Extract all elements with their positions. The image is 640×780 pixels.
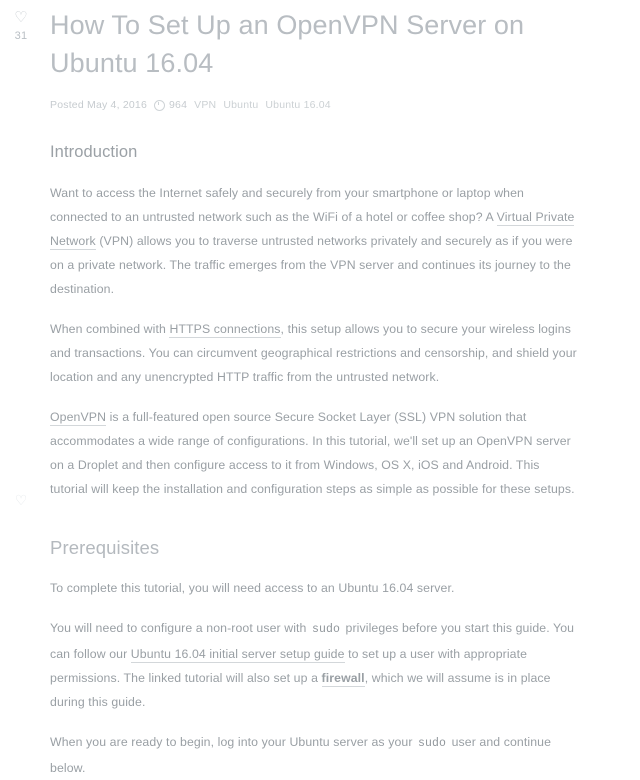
prereq-paragraph-3 [50, 730, 578, 780]
code-sudo: sudo [312, 623, 341, 636]
code-sudo-2: sudo [418, 737, 447, 750]
intro-p1-text-2: (VPN) allows you to traverse untrusted networks privately and securely as if you were on a private network. The traffic emerges from the VPN server and continues its journey to the destination. [50, 234, 573, 296]
intro-p1-text-1: Want to access the Internet safely and securely from your smartphone or laptop when connected to an untrusted network such as the WiFi of a hotel or coffee shop? A [50, 186, 524, 224]
like-count: 31 [14, 30, 28, 42]
prereq-p3-text-1: When you are ready to begin, log into your Ubuntu server as your [50, 735, 417, 749]
prereq-p3-text-2: user and continue below. [50, 735, 552, 775]
heart-icon-secondary[interactable]: ♡ [14, 492, 28, 508]
heading-introduction: Introduction [50, 143, 138, 161]
tag-vpn[interactable]: VPN [194, 99, 217, 111]
view-count: 964 [169, 99, 188, 111]
heading-prerequisites: Prerequisites [50, 537, 160, 558]
link-virtual-private-network[interactable]: Virtual Private Network [50, 210, 575, 248]
intro-paragraph-2 [50, 317, 578, 389]
prereq-p2-text-4: , which we will assume is in place during this guide. [50, 671, 551, 709]
prereq-paragraph-2 [50, 616, 578, 714]
article-body [42, 0, 640, 780]
link-https-connections[interactable]: HTTPS connections [169, 322, 281, 336]
tag-ubuntu-1604[interactable]: Ubuntu 16.04 [265, 99, 331, 111]
view-count-group [154, 99, 187, 111]
link-initial-server-setup-guide[interactable]: Ubuntu 16.04 initial server setup guide [130, 647, 345, 661]
prereq-p2-text-2: privileges before you start this guide. You can follow our [50, 621, 575, 661]
intro-p2-text-2: , this setup allows you to secure your wireless logins and transactions. You can circumvent geographical restrictions and censorship, and shield your location and any unencrypted HTTP traffic from the untrusted network. [50, 322, 577, 384]
prereq-p2-text-1: You will need to configure a non-root user with [50, 621, 311, 635]
tag-ubuntu[interactable]: Ubuntu [223, 99, 259, 111]
link-firewall[interactable]: firewall [321, 671, 365, 685]
article-meta [50, 99, 610, 111]
posted-date: Posted May 4, 2016 [50, 99, 147, 111]
page-title: How To Set Up an OpenVPN Server on Ubuntu 16.04 [50, 10, 525, 78]
intro-paragraph-3 [50, 405, 578, 501]
clock-icon [154, 100, 165, 111]
heart-icon[interactable]: ♡ [14, 9, 28, 26]
link-openvpn[interactable]: OpenVPN [50, 410, 107, 424]
intro-paragraph-1 [50, 181, 578, 301]
intro-p3-text-2: is a full-featured open source Secure Socket Layer (SSL) VPN solution that accommodates a wide range of configurations. In this tutorial, we'll set up an OpenVPN server on a Droplet and then configure access to it from Windows, OS X, iOS and Android. This tutorial will keep the installation and configuration steps as simple as possible for these setups. [50, 410, 575, 496]
prereq-p2-text-3: to set up a user with appropriate permissions. The linked tutorial will also set up a [50, 647, 528, 685]
intro-p2-text-1: When combined with [50, 322, 170, 336]
left-action-rail [0, 0, 42, 574]
prereq-paragraph-1: To complete this tutorial, you will need access to an Ubuntu 16.04 server. [50, 581, 455, 595]
